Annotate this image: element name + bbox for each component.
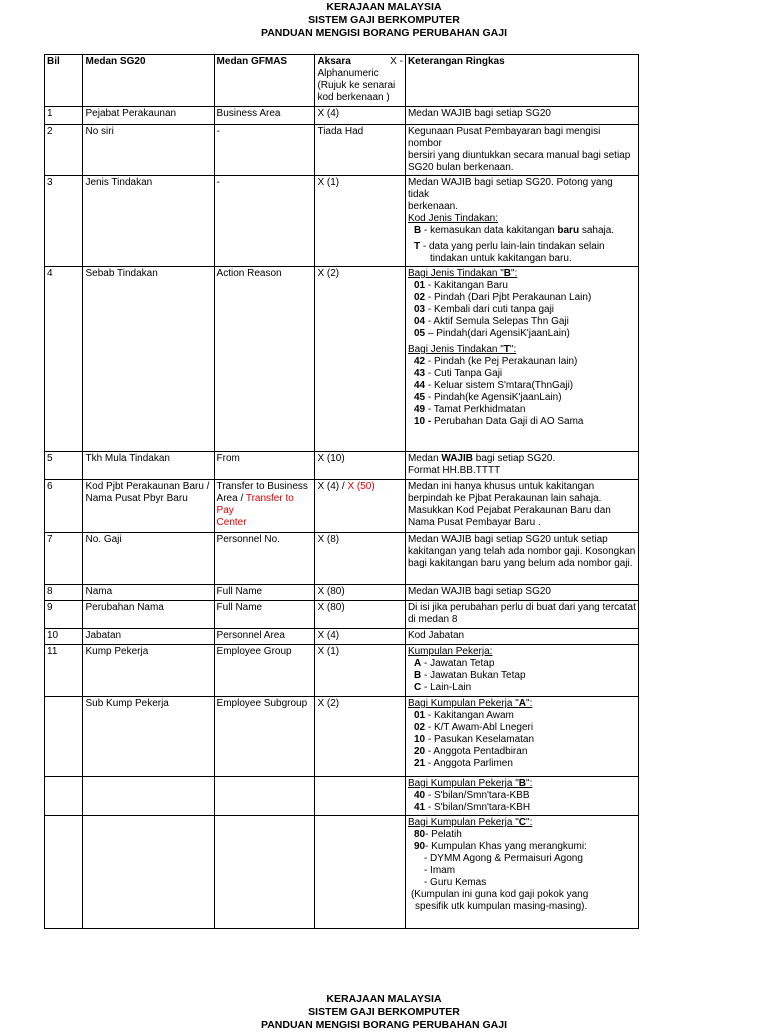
list-item	[408, 280, 636, 292]
ket-line: berkenaan.	[407, 201, 458, 212]
table-row	[45, 480, 639, 533]
table-row	[45, 107, 639, 125]
next-page-header	[0, 993, 768, 1032]
guide-table	[44, 54, 639, 929]
text: Bagi Kumpulan Pekerja "	[407, 778, 519, 789]
list-item	[408, 670, 636, 682]
text: - Pindah (Dari Pjbt Perakaunan Lain)	[425, 292, 592, 303]
row-keterangan	[405, 777, 638, 816]
text	[217, 493, 313, 517]
row-bil: 1	[45, 107, 83, 125]
col-medan-gfmas: Medan GFMAS	[214, 55, 315, 107]
list-item	[408, 392, 636, 404]
list-item	[408, 710, 636, 722]
text: bagi setiap SG20.	[472, 453, 556, 464]
row-keterangan	[405, 645, 638, 697]
code: 04	[413, 316, 426, 327]
ket-line: berpindah ke Pjbat Perakaunan lain sahaja.	[407, 493, 602, 504]
code: 40	[413, 790, 426, 801]
code: 49	[413, 404, 426, 415]
text: - Aktif Semula Selepas Thn Gaji	[425, 316, 569, 327]
list-item	[408, 292, 636, 304]
sub-item: - Guru Kemas	[423, 877, 487, 888]
table-row	[45, 601, 639, 629]
code: B	[503, 268, 512, 279]
text: Bagi Jenis Tindakan "	[407, 344, 504, 355]
code: 21	[413, 758, 426, 769]
row-sg20: Pejabat Perakaunan	[83, 107, 214, 125]
header-line-1: KERAJAAN MALAYSIA	[326, 993, 442, 1005]
row-gfmas	[214, 816, 315, 929]
row-aksara	[315, 777, 406, 816]
list-item	[408, 758, 636, 770]
text: - Kumpulan Khas yang merangkumi:	[425, 841, 587, 852]
code: 90	[413, 841, 426, 852]
ket-line: SG20 bulan berkenaan.	[407, 162, 514, 173]
row-bil: 11	[45, 645, 83, 697]
code: C	[518, 817, 527, 828]
text: tindakan untuk kakitangan baru.	[429, 253, 572, 264]
row-aksara: X (80)	[315, 585, 406, 601]
header-line-3: PANDUAN MENGISI BORANG PERUBAHAN GAJI	[261, 27, 507, 39]
header-line-1: KERAJAAN MALAYSIA	[326, 1, 442, 13]
row-sg20: Jabatan	[83, 629, 214, 645]
text: - Kembali dari cuti tanpa gaji	[425, 304, 555, 315]
row-aksara: X (1)	[315, 645, 406, 697]
ket-line: Masukkan Kod Pejabat Perakaunan Baru dan	[407, 505, 611, 516]
group-title	[408, 778, 636, 790]
row-sg20: No. Gaji	[83, 533, 214, 585]
header-line-3: PANDUAN MENGISI BORANG PERUBAHAN GAJI	[261, 1019, 507, 1031]
text: - Kakitangan Awam	[425, 710, 514, 721]
table-row	[45, 533, 639, 585]
text: - Cuti Tanpa Gaji	[425, 368, 503, 379]
list-item	[408, 734, 636, 746]
code: 05	[413, 328, 426, 339]
table-row	[45, 267, 639, 452]
text: - Pindah(ke AgensiK'jaanLain)	[425, 392, 562, 403]
row-gfmas: Full Name	[214, 601, 315, 629]
code: 80	[413, 829, 426, 840]
row-aksara: Tiada Had	[315, 125, 406, 176]
ket-line: Format HH.BB.TTTT	[407, 465, 501, 476]
text-bold: WAJIB	[441, 453, 473, 464]
text: ":	[509, 344, 517, 355]
text: Bagi Kumpulan Pekerja "	[407, 817, 519, 828]
row-bil: 3	[45, 176, 83, 267]
list-item	[408, 682, 636, 694]
text: Transfer to Business	[216, 481, 308, 492]
row-aksara: X (80)	[315, 601, 406, 629]
row-keterangan: Kod Jabatan	[405, 629, 638, 645]
ket-line: Nama Pusat Pembayar Baru .	[407, 517, 541, 528]
table-row	[45, 697, 639, 777]
row-sg20	[83, 480, 214, 533]
row-aksara: X (4)	[315, 107, 406, 125]
ket-line	[408, 453, 636, 465]
row-bil: 8	[45, 585, 83, 601]
kod-title: Kod Jenis Tindakan:	[407, 213, 499, 224]
kod-t	[408, 241, 636, 253]
row-aksara: X (10)	[315, 452, 406, 480]
row-keterangan	[405, 601, 638, 629]
text: - Anggota Pentadbiran	[425, 746, 528, 757]
table-row	[45, 585, 639, 601]
ket-line: bagi kakitangan baru yang belum ada nombor gaji.	[407, 558, 633, 569]
list-item	[408, 841, 636, 853]
list-item	[408, 658, 636, 670]
row-aksara: X (8)	[315, 533, 406, 585]
col-medan-sg20: Medan SG20	[83, 55, 214, 107]
list-item	[408, 356, 636, 368]
row-gfmas: -	[214, 125, 315, 176]
row-keterangan	[405, 267, 638, 452]
row-aksara: X (2)	[315, 267, 406, 452]
row-keterangan	[405, 697, 638, 777]
code: 44	[413, 380, 426, 391]
row-keterangan	[405, 533, 638, 585]
code: 03	[413, 304, 426, 315]
col-aksara	[315, 55, 406, 107]
row-sg20: Sebab Tindakan	[83, 267, 214, 452]
aksara-note-1: Alphanumeric	[317, 68, 379, 79]
code: 02	[413, 722, 426, 733]
text: - K/T Awam-Abl Lnegeri	[425, 722, 534, 733]
aksara-note-2: (Rujuk ke senarai	[317, 80, 396, 91]
list-item	[408, 746, 636, 758]
col-keterangan: Keterangan Ringkas	[405, 55, 638, 107]
text: Nama Pusat Pbyr Baru	[85, 493, 188, 504]
list-item	[408, 380, 636, 392]
row-keterangan: Medan WAJIB bagi setiap SG20	[405, 585, 638, 601]
row-gfmas: Personnel No.	[214, 533, 315, 585]
row-bil: 6	[45, 480, 83, 533]
text-red: Transfer to Pay	[216, 493, 294, 516]
table-header-row	[45, 55, 639, 107]
text: ":	[511, 268, 518, 279]
row-gfmas: Employee Subgroup	[214, 697, 315, 777]
row-sg20: Kump Pekerja	[83, 645, 214, 697]
code: 43	[413, 368, 426, 379]
row-sg20	[83, 816, 214, 929]
text-red: Center	[216, 517, 247, 528]
row-aksara	[315, 480, 406, 533]
text: ":	[526, 817, 533, 828]
row-gfmas	[214, 777, 315, 816]
code: T	[503, 344, 510, 355]
ket-line: Di isi jika perubahan perlu di buat dari yang tercatat	[407, 602, 636, 613]
code: A	[518, 698, 527, 709]
col-bil: Bil	[45, 55, 83, 107]
header-line-2: SISTEM GAJI BERKOMPUTER	[308, 1006, 460, 1018]
table-row	[45, 645, 639, 697]
group-title	[408, 268, 636, 280]
text: - Anggota Parlimen	[425, 758, 513, 769]
text: - Tamat Perkhidmatan	[425, 404, 526, 415]
text: – Pindah(dari AgensiK'jaanLain)	[425, 328, 570, 339]
text: Bagi Jenis Tindakan "	[407, 268, 504, 279]
text: - Lain-Lain	[421, 682, 472, 693]
row-sg20	[83, 777, 214, 816]
aksara-note-3: kod berkenaan )	[317, 92, 390, 103]
list-item	[408, 829, 636, 841]
code: C	[413, 682, 422, 693]
group-title	[408, 817, 636, 829]
code: B	[518, 778, 527, 789]
row-sg20: No siri	[83, 125, 214, 176]
row-sg20: Sub Kump Pekerja	[83, 697, 214, 777]
text: - Pindah (ke Pej Perakaunan lain)	[425, 356, 578, 367]
row-bil	[45, 777, 83, 816]
ket-line: bersiri yang diuntukkan secara manual bagi setiap	[407, 150, 631, 161]
code: 01	[413, 280, 426, 291]
row-bil	[45, 697, 83, 777]
code: 42	[413, 356, 426, 367]
row-gfmas: Personnel Area	[214, 629, 315, 645]
list-item	[408, 404, 636, 416]
code: 01	[413, 710, 426, 721]
note-line: (Kumpulan ini guna kod gaji pokok yang	[410, 889, 589, 900]
row-bil: 7	[45, 533, 83, 585]
row-sg20: Nama	[83, 585, 214, 601]
row-gfmas: Full Name	[214, 585, 315, 601]
row-aksara	[315, 816, 406, 929]
group-title	[408, 344, 636, 356]
row-bil: 10	[45, 629, 83, 645]
row-aksara: X (4)	[315, 629, 406, 645]
text: Bagi Kumpulan Pekerja "	[407, 698, 519, 709]
code: 41	[413, 802, 426, 813]
row-keterangan	[405, 176, 638, 267]
text: - S'bilan/Smn'tara-KBB	[425, 790, 530, 801]
row-keterangan	[405, 816, 638, 929]
text: Medan	[407, 453, 442, 464]
group-title: Kumpulan Pekerja:	[407, 646, 493, 657]
group-title	[408, 698, 636, 710]
text-red: X (50)	[347, 481, 375, 492]
row-aksara: X (2)	[315, 697, 406, 777]
table-row	[45, 777, 639, 816]
list-item	[408, 368, 636, 380]
list-item	[408, 722, 636, 734]
row-gfmas: Business Area	[214, 107, 315, 125]
list-item	[408, 802, 636, 814]
text: - Kakitangan Baru	[425, 280, 508, 291]
row-sg20: Perubahan Nama	[83, 601, 214, 629]
text: - kemasukan data kakitangan	[421, 225, 558, 236]
text: X (4) /	[317, 481, 348, 492]
ket-line: Kegunaan Pusat Pembayaran bagi mengisi nombor	[407, 126, 601, 149]
code: B	[413, 670, 422, 681]
text: Area /	[216, 493, 246, 504]
text: Kod Pjbt Perakaunan Baru /	[85, 481, 210, 492]
row-sg20: Tkh Mula Tindakan	[83, 452, 214, 480]
code: 10 -	[413, 416, 432, 427]
text: - S'bilan/Smn'tara-KBH	[425, 802, 531, 813]
text: - Pelatih	[425, 829, 462, 840]
text: - Keluar sistem S'mtara(ThnGaji)	[425, 380, 574, 391]
row-keterangan: Medan WAJIB bagi setiap SG20	[405, 107, 638, 125]
text: - data yang perlu lain-lain tindakan selain	[420, 241, 605, 252]
code: A	[413, 658, 422, 669]
text: ":	[526, 698, 533, 709]
note-line: spesifik utk kumpulan masing-masing).	[414, 901, 588, 912]
sub-item: - DYMM Agong & Permaisuri Agong	[423, 853, 583, 864]
ket-line: Medan WAJIB bagi setiap SG20. Potong yang tidak	[407, 177, 613, 200]
text: - Jawatan Bukan Tetap	[421, 670, 526, 681]
ket-line: Medan ini hanya khusus untuk kakitangan	[407, 481, 595, 492]
list-item	[408, 416, 636, 428]
table-row	[45, 452, 639, 480]
row-aksara: X (1)	[315, 176, 406, 267]
row-gfmas	[214, 480, 315, 533]
ket-line: Medan WAJIB bagi setiap SG20 untuk setiap	[407, 534, 608, 545]
list-item	[408, 790, 636, 802]
list-item	[408, 316, 636, 328]
row-bil: 4	[45, 267, 83, 452]
row-gfmas: -	[214, 176, 315, 267]
table-row	[45, 176, 639, 267]
kod-b	[408, 225, 636, 237]
table-row	[45, 816, 639, 929]
text-bold: baru	[557, 225, 580, 236]
ket-line: kakitangan yang telah ada nombor gaji. Kosongkan	[407, 546, 636, 557]
header-line-2: SISTEM GAJI BERKOMPUTER	[308, 14, 460, 26]
text: ":	[526, 778, 533, 789]
sub-item: - Imam	[423, 865, 456, 876]
row-bil: 9	[45, 601, 83, 629]
text: sahaja.	[579, 225, 615, 236]
table-row	[45, 125, 639, 176]
row-keterangan	[405, 480, 638, 533]
code: 20	[413, 746, 426, 757]
row-gfmas: From	[214, 452, 315, 480]
row-sg20: Jenis Tindakan	[83, 176, 214, 267]
text: Perubahan Data Gaji di AO Sama	[431, 416, 584, 427]
code: T	[413, 241, 421, 252]
ket-line: di medan 8	[407, 614, 458, 625]
row-bil: 5	[45, 452, 83, 480]
code: 10	[413, 734, 426, 745]
table-row	[45, 629, 639, 645]
row-bil	[45, 816, 83, 929]
text: - Pasukan Keselamatan	[425, 734, 535, 745]
list-item	[408, 328, 636, 340]
row-keterangan	[405, 452, 638, 480]
document-header	[0, 1, 768, 40]
aksara-label: Aksara	[317, 56, 351, 67]
row-gfmas: Employee Group	[214, 645, 315, 697]
row-bil: 2	[45, 125, 83, 176]
code: 02	[413, 292, 426, 303]
text: - Jawatan Tetap	[421, 658, 495, 669]
row-gfmas: Action Reason	[214, 267, 315, 452]
code: B	[413, 225, 422, 236]
list-item	[408, 304, 636, 316]
code: 45	[413, 392, 426, 403]
row-keterangan	[405, 125, 638, 176]
aksara-x: X -	[390, 56, 403, 67]
